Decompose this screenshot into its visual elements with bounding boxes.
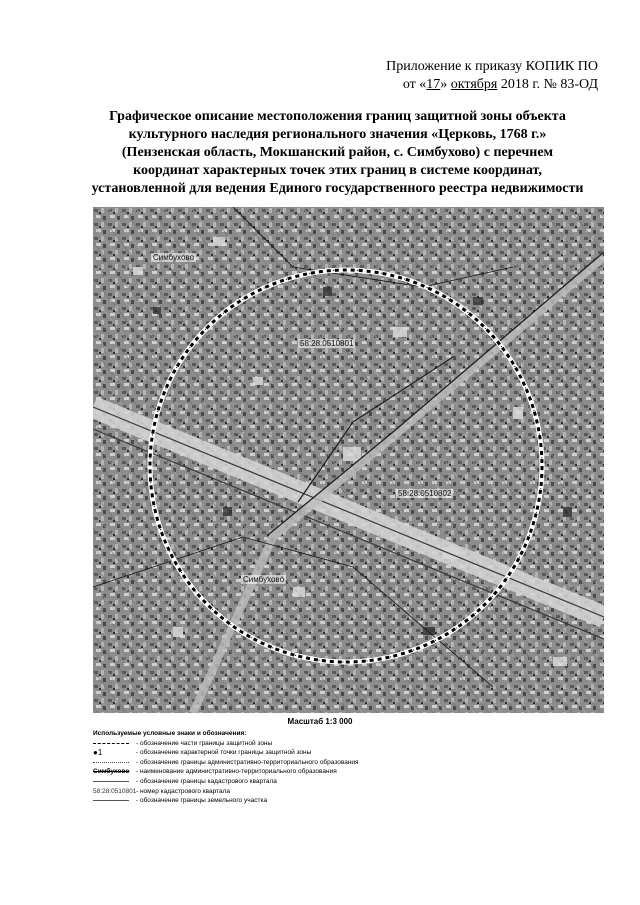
aerial-map [93, 207, 604, 713]
map-label-quarter-2: 58:28:0510802 [398, 489, 452, 498]
legend-item: 58:28:0510801 - номер кадастрового квартала [93, 787, 231, 795]
appendix-header [386, 58, 598, 94]
cadastral-quarter-boundary-symbol [93, 777, 133, 786]
cadastral-number-symbol: 58:28:0510801 [93, 787, 137, 795]
map-drawing [93, 207, 604, 713]
legend-item: - обозначение границы земельного участка [93, 796, 359, 806]
order-day: 17 [426, 77, 441, 92]
document-title: Графическое описание местоположения границ защитной зоны объекта культурного наследия регионального значения «Церковь, 1768 г.» (Пензенская область, Мокшанский район, с. Симбухово) с перечнем координат характерных точек этих границ в системе координат, установленной для ведения Единого государственного реестра недвижимости [91, 109, 584, 196]
map-scale: Масштаб 1:3 000 [287, 717, 353, 726]
zone-boundary-symbol [93, 739, 133, 748]
map-label-quarter-1: 58:28:0510801 [300, 339, 354, 348]
legend-item: ●1 - обозначение характерной точки границы защитной зоны [93, 748, 312, 758]
legend-item: - обозначение границы кадастрового квартала [93, 777, 359, 787]
admin-name-symbol: Симбухово [93, 768, 130, 776]
map-label-settlement-2: Симбухово [243, 575, 285, 584]
point-symbol: ●1 [93, 748, 103, 758]
land-plot-boundary-symbol [93, 796, 133, 805]
appendix-line-2: от «17» октября 2018 г. № 83-ОД [402, 77, 598, 92]
legend-item: - обозначение границы административно-территориального образования [93, 758, 359, 768]
legend-item: - обозначение части границы защитной зоны [93, 739, 359, 749]
legend-item: Симбухово - наименование административно-территориального образования [93, 768, 337, 776]
order-month: октября [450, 77, 498, 92]
admin-boundary-symbol [93, 758, 133, 767]
map-label-settlement: Симбухово [153, 253, 195, 262]
appendix-line-1: Приложение к приказу КОПИК ПО [386, 59, 598, 74]
map-legend [93, 729, 359, 806]
legend-heading: Используемые условные знаки и обозначения: [93, 730, 247, 737]
